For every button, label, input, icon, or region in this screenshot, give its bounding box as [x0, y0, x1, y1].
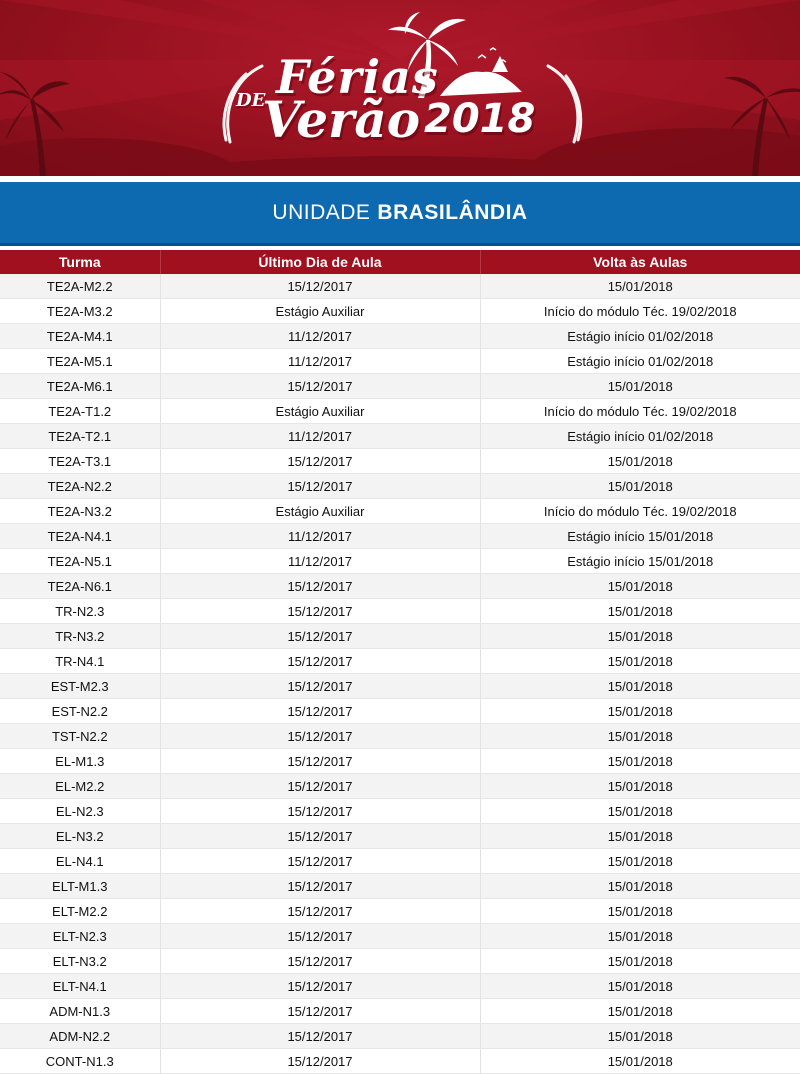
cell-ultimo-dia: 15/12/2017 — [160, 474, 480, 499]
cell-turma: ELT-N3.2 — [0, 949, 160, 974]
cell-turma: CONT-N1.3 — [0, 1049, 160, 1074]
cell-turma: EL-M2.2 — [0, 774, 160, 799]
cell-turma: ADM-N1.3 — [0, 999, 160, 1024]
cell-turma: EL-N2.3 — [0, 799, 160, 824]
cell-ultimo-dia: 15/12/2017 — [160, 699, 480, 724]
cell-ultimo-dia: 15/12/2017 — [160, 999, 480, 1024]
cell-ultimo-dia: Estágio Auxiliar — [160, 299, 480, 324]
table-row — [0, 824, 800, 849]
cell-turma: TR-N3.2 — [0, 624, 160, 649]
cell-volta: Estágio início 01/02/2018 — [480, 349, 800, 374]
cell-turma: ELT-M2.2 — [0, 899, 160, 924]
cell-ultimo-dia: Estágio Auxiliar — [160, 499, 480, 524]
cell-volta: Estágio início 15/01/2018 — [480, 549, 800, 574]
cell-ultimo-dia: 15/12/2017 — [160, 824, 480, 849]
table-row — [0, 649, 800, 674]
cell-volta: 15/01/2018 — [480, 774, 800, 799]
cell-turma: TE2A-T3.1 — [0, 449, 160, 474]
cell-volta: 15/01/2018 — [480, 649, 800, 674]
cell-ultimo-dia: 15/12/2017 — [160, 599, 480, 624]
cell-volta: 15/01/2018 — [480, 474, 800, 499]
cell-turma: TE2A-M2.2 — [0, 274, 160, 299]
table-row — [0, 424, 800, 449]
table-row — [0, 599, 800, 624]
cell-ultimo-dia: 11/12/2017 — [160, 549, 480, 574]
cell-ultimo-dia: 15/12/2017 — [160, 374, 480, 399]
cell-volta: 15/01/2018 — [480, 574, 800, 599]
cell-turma: ELT-N4.1 — [0, 974, 160, 999]
table-row — [0, 924, 800, 949]
table-row — [0, 899, 800, 924]
cell-turma: TE2A-N5.1 — [0, 549, 160, 574]
table-row — [0, 374, 800, 399]
table-row — [0, 1024, 800, 1049]
cell-volta: 15/01/2018 — [480, 749, 800, 774]
cell-volta: 15/01/2018 — [480, 674, 800, 699]
cell-ultimo-dia: 15/12/2017 — [160, 874, 480, 899]
cell-ultimo-dia: 15/12/2017 — [160, 924, 480, 949]
cell-volta: 15/01/2018 — [480, 974, 800, 999]
table-row — [0, 949, 800, 974]
table-row — [0, 274, 800, 299]
title-year: 2018 — [424, 96, 536, 142]
cell-turma: EL-M1.3 — [0, 749, 160, 774]
table-row — [0, 474, 800, 499]
unit-name: BRASILÂNDIA — [377, 200, 528, 224]
cell-volta: 15/01/2018 — [480, 599, 800, 624]
cell-turma: EL-N3.2 — [0, 824, 160, 849]
cell-volta: 15/01/2018 — [480, 924, 800, 949]
cell-volta: 15/01/2018 — [480, 799, 800, 824]
cell-ultimo-dia: Estágio Auxiliar — [160, 399, 480, 424]
table-row — [0, 974, 800, 999]
cell-ultimo-dia: 15/12/2017 — [160, 624, 480, 649]
table-row — [0, 774, 800, 799]
cell-volta: 15/01/2018 — [480, 274, 800, 299]
unit-heading — [0, 182, 800, 246]
cell-ultimo-dia: 15/12/2017 — [160, 1049, 480, 1074]
cell-turma: TR-N4.1 — [0, 649, 160, 674]
table-row — [0, 674, 800, 699]
cell-ultimo-dia: 15/12/2017 — [160, 899, 480, 924]
logo-title — [0, 0, 800, 176]
cell-turma: TST-N2.2 — [0, 724, 160, 749]
cell-ultimo-dia: 15/12/2017 — [160, 674, 480, 699]
table-row — [0, 524, 800, 549]
cell-turma: TE2A-M5.1 — [0, 349, 160, 374]
column-header-ultimo-dia: Último Dia de Aula — [160, 250, 480, 274]
cell-ultimo-dia: 15/12/2017 — [160, 949, 480, 974]
cell-volta: 15/01/2018 — [480, 374, 800, 399]
table-header-row — [0, 250, 800, 274]
cell-volta: Estágio início 01/02/2018 — [480, 424, 800, 449]
table-row — [0, 724, 800, 749]
table-row — [0, 349, 800, 374]
table-row — [0, 549, 800, 574]
cell-volta: Início do módulo Téc. 19/02/2018 — [480, 399, 800, 424]
cell-volta: 15/01/2018 — [480, 824, 800, 849]
cell-ultimo-dia: 15/12/2017 — [160, 1024, 480, 1049]
table-row — [0, 299, 800, 324]
cell-turma: ELT-N2.3 — [0, 924, 160, 949]
cell-ultimo-dia: 15/12/2017 — [160, 449, 480, 474]
table-row — [0, 699, 800, 724]
cell-volta: 15/01/2018 — [480, 899, 800, 924]
table-row — [0, 749, 800, 774]
cell-turma: TE2A-T1.2 — [0, 399, 160, 424]
cell-turma: TE2A-N3.2 — [0, 499, 160, 524]
table-row — [0, 999, 800, 1024]
cell-volta: 15/01/2018 — [480, 999, 800, 1024]
cell-volta: 15/01/2018 — [480, 949, 800, 974]
column-header-turma: Turma — [0, 250, 160, 274]
table-row — [0, 799, 800, 824]
cell-ultimo-dia: 11/12/2017 — [160, 524, 480, 549]
cell-volta: 15/01/2018 — [480, 699, 800, 724]
cell-ultimo-dia: 15/12/2017 — [160, 849, 480, 874]
cell-volta: 15/01/2018 — [480, 624, 800, 649]
table-row — [0, 574, 800, 599]
cell-ultimo-dia: 15/12/2017 — [160, 974, 480, 999]
cell-turma: ELT-M1.3 — [0, 874, 160, 899]
cell-turma: TE2A-M4.1 — [0, 324, 160, 349]
table-row — [0, 624, 800, 649]
cell-turma: TE2A-T2.1 — [0, 424, 160, 449]
cell-volta: 15/01/2018 — [480, 849, 800, 874]
cell-turma: EL-N4.1 — [0, 849, 160, 874]
title-word-de: DE — [236, 90, 266, 111]
cell-turma: EST-N2.2 — [0, 699, 160, 724]
cell-turma: TE2A-N2.2 — [0, 474, 160, 499]
table-row — [0, 1049, 800, 1074]
cell-ultimo-dia: 11/12/2017 — [160, 424, 480, 449]
table-row — [0, 324, 800, 349]
cell-ultimo-dia: 11/12/2017 — [160, 349, 480, 374]
cell-volta: 15/01/2018 — [480, 724, 800, 749]
cell-turma: TE2A-M3.2 — [0, 299, 160, 324]
cell-turma: EST-M2.3 — [0, 674, 160, 699]
title-word-ferias: Férias — [276, 50, 439, 104]
header-banner — [0, 0, 800, 176]
cell-volta: Estágio início 15/01/2018 — [480, 524, 800, 549]
cell-ultimo-dia: 15/12/2017 — [160, 649, 480, 674]
cell-volta: Início do módulo Téc. 19/02/2018 — [480, 299, 800, 324]
table-row — [0, 449, 800, 474]
cell-volta: 15/01/2018 — [480, 449, 800, 474]
cell-ultimo-dia: 15/12/2017 — [160, 749, 480, 774]
table-row — [0, 499, 800, 524]
cell-volta: Início do módulo Téc. 19/02/2018 — [480, 499, 800, 524]
cell-volta: 15/01/2018 — [480, 1049, 800, 1074]
cell-turma: TR-N2.3 — [0, 599, 160, 624]
cell-ultimo-dia: 15/12/2017 — [160, 274, 480, 299]
table-row — [0, 874, 800, 899]
cell-ultimo-dia: 11/12/2017 — [160, 324, 480, 349]
cell-volta: 15/01/2018 — [480, 1024, 800, 1049]
cell-volta: Estágio início 01/02/2018 — [480, 324, 800, 349]
cell-ultimo-dia: 15/12/2017 — [160, 574, 480, 599]
table-row — [0, 399, 800, 424]
column-header-volta: Volta às Aulas — [480, 250, 800, 274]
cell-ultimo-dia: 15/12/2017 — [160, 799, 480, 824]
title-word-verao: Verão — [262, 90, 421, 149]
schedule-table — [0, 250, 800, 1074]
cell-turma: TE2A-M6.1 — [0, 374, 160, 399]
cell-turma: ADM-N2.2 — [0, 1024, 160, 1049]
table-row — [0, 849, 800, 874]
cell-ultimo-dia: 15/12/2017 — [160, 774, 480, 799]
cell-ultimo-dia: 15/12/2017 — [160, 724, 480, 749]
cell-turma: TE2A-N6.1 — [0, 574, 160, 599]
cell-volta: 15/01/2018 — [480, 874, 800, 899]
cell-turma: TE2A-N4.1 — [0, 524, 160, 549]
unit-prefix: UNIDADE — [272, 200, 371, 224]
